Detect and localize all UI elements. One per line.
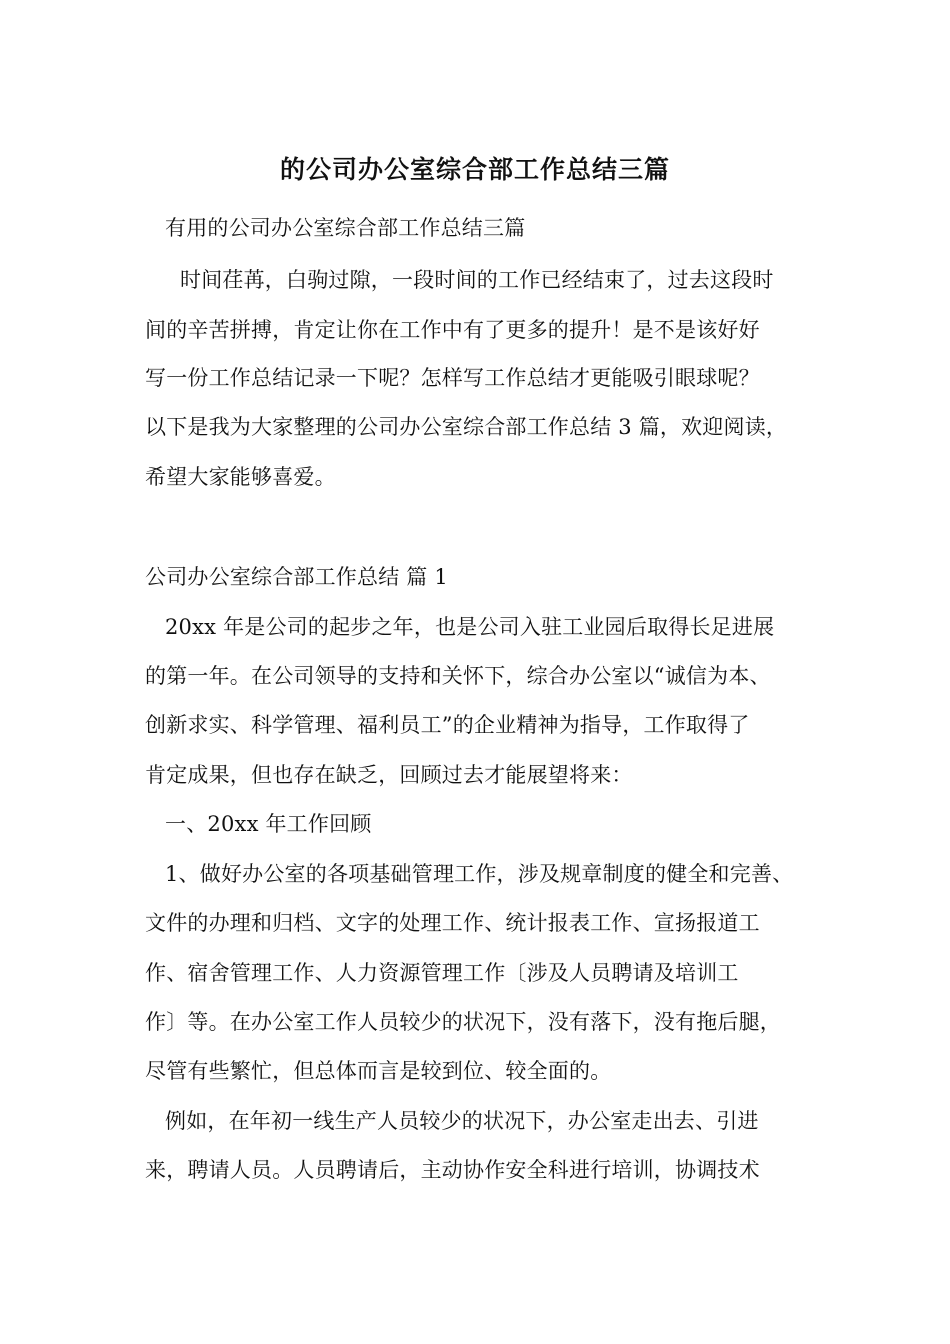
body-line-2: 的第一年。在公司领导的支持和关怀下，综合办公室以“诚信为本、: [145, 664, 771, 688]
intro-line-1: 时间荏苒，白驹过隙，一段时间的工作已经结束了，过去这段时: [180, 268, 774, 292]
body-line-6: 文件的办理和归档、文字的处理工作、统计报表工作、宣扬报道工: [145, 911, 760, 935]
body-line-11: 来，聘请人员。人员聘请后，主动协作安全科进行培训，协调技术: [145, 1158, 760, 1182]
intro-line-3: 写一份工作总结记录一下呢？怎样写工作总结才更能吸引眼球呢？: [145, 366, 760, 390]
section-heading: 公司办公室综合部工作总结 篇 1: [145, 565, 448, 589]
body-line-7: 作、宿舍管理工作、人力资源管理工作〔涉及人员聘请及培训工: [145, 961, 739, 985]
intro-line-4: 以下是我为大家整理的公司办公室综合部工作总结 3 篇，欢迎阅读，: [145, 415, 788, 439]
body-line-8: 作〕等。在办公室工作人员较少的状况下，没有落下，没有拖后腿，: [145, 1010, 781, 1034]
body-line-3: 创新求实、科学管理、福利员工”的企业精神为指导，工作取得了: [145, 713, 750, 737]
body-line-4: 肯定成果，但也存在缺乏，回顾过去才能展望将来：: [145, 763, 633, 787]
body-line-10: 例如，在年初一线生产人员较少的状况下，办公室走出去、引进: [165, 1109, 759, 1133]
intro-line-5: 希望大家能够喜爱。: [145, 465, 336, 489]
body-line-1: 20xx 年是公司的起步之年，也是公司入驻工业园后取得长足进展: [165, 615, 775, 639]
intro-line-2: 间的辛苦拼搏，肯定让你在工作中有了更多的提升！是不是该好好: [145, 318, 760, 342]
subtitle-line: 有用的公司办公室综合部工作总结三篇: [165, 216, 526, 240]
body-line-9: 尽管有些繁忙，但总体而言是较到位、较全面的。: [145, 1059, 612, 1083]
document-title: 的公司办公室综合部工作总结三篇: [279, 155, 670, 184]
subheading-review: 一、20xx 年工作回顾: [165, 812, 372, 836]
body-line-5: 1、做好办公室的各项基础管理工作，涉及规章制度的健全和完善、: [165, 862, 794, 886]
